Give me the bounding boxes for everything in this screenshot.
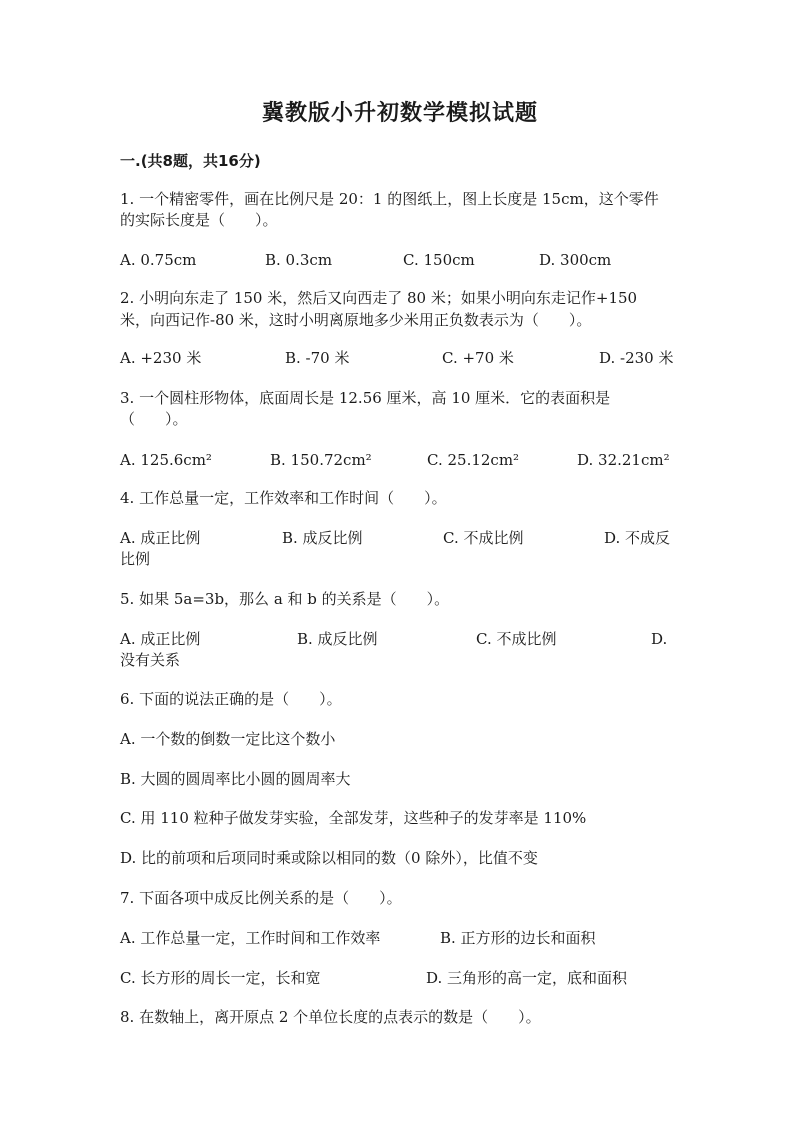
- question-6-option-a[interactable]: A. 一个数的倒数一定比这个数小: [120, 730, 336, 748]
- question-5-option-c[interactable]: C. 不成比例: [476, 630, 557, 648]
- question-2-options: [120, 347, 680, 391]
- question-4-options: [120, 527, 680, 571]
- page-title: 冀教版小升初数学模拟试题: [261, 101, 538, 126]
- question-6-option-d[interactable]: D. 比的前项和后项同时乘或除以相同的数（0 除外），比值不变: [120, 849, 538, 867]
- question-7-option-a[interactable]: A. 工作总量一定，工作时间和工作效率: [120, 929, 381, 947]
- question-7-options-row-1: [120, 927, 680, 971]
- question-2-option-c[interactable]: C. +70 米: [442, 349, 514, 367]
- question-4-option-d-wrap[interactable]: 比例: [120, 550, 151, 568]
- question-4-option-a[interactable]: A. 成正比例: [120, 529, 201, 547]
- question-5-options: [120, 628, 680, 672]
- question-7-option-b[interactable]: B. 正方形的边长和面积: [440, 929, 596, 947]
- question-5-line-1: 5. 如果 5a=3b，那么 a 和 b 的关系是（ ）。: [120, 590, 450, 608]
- question-2-line-1: 2. 小明向东走了 150 米，然后又向西走了 80 米；如果小明向东走记作+150: [120, 289, 638, 307]
- question-4-option-d[interactable]: D. 不成反: [604, 529, 671, 547]
- question-1-line-2: 的实际长度是（ ）。: [120, 211, 278, 229]
- question-8-line-1: 8. 在数轴上，离开原点 2 个单位长度的点表示的数是（ ）。: [120, 1008, 541, 1026]
- question-5-option-a[interactable]: A. 成正比例: [120, 630, 201, 648]
- question-5-option-d-wrap[interactable]: 没有关系: [120, 651, 181, 669]
- question-7-options-row-2: [120, 967, 680, 1011]
- question-6-option-c[interactable]: C. 用 110 粒种子做发芽实验，全部发芽，这些种子的发芽率是 110%: [120, 809, 587, 827]
- question-7-line-1: 7. 下面各项中成反比例关系的是（ ）。: [120, 889, 402, 907]
- question-1-option-a[interactable]: A. 0.75cm: [120, 251, 197, 269]
- question-7-option-d[interactable]: D. 三角形的高一定，底和面积: [426, 969, 628, 987]
- question-4-option-c[interactable]: C. 不成比例: [443, 529, 524, 547]
- question-3-line-1: 3. 一个圆柱形物体，底面周长是 12.56 厘米，高 10 厘米．它的表面积是: [120, 389, 611, 407]
- question-3-option-a[interactable]: A. 125.6cm²: [120, 451, 212, 469]
- question-3-option-b[interactable]: B. 150.72cm²: [270, 451, 372, 469]
- question-4-option-b[interactable]: B. 成反比例: [282, 529, 363, 547]
- question-3-option-d[interactable]: D. 32.21cm²: [577, 451, 670, 469]
- section-heading: 一.(共8题，共16分): [120, 152, 261, 170]
- question-2-option-b[interactable]: B. -70 米: [285, 349, 350, 367]
- question-6-line-1: 6. 下面的说法正确的是（ ）。: [120, 690, 342, 708]
- question-2-option-a[interactable]: A. +230 米: [120, 349, 202, 367]
- question-3-option-c[interactable]: C. 25.12cm²: [427, 451, 520, 469]
- question-1-line-1: 1. 一个精密零件，画在比例尺是 20：1 的图纸上，图上长度是 15cm，这个零件: [120, 190, 659, 208]
- question-4-line-1: 4. 工作总量一定，工作效率和工作时间（ ）。: [120, 489, 447, 507]
- question-1-option-c[interactable]: C. 150cm: [403, 251, 475, 269]
- question-2-line-2: 米，向西记作-80 米，这时小明离原地多少米用正负数表示为（ ）。: [120, 311, 592, 329]
- question-1-option-d[interactable]: D. 300cm: [539, 251, 612, 269]
- question-1-option-b[interactable]: B. 0.3cm: [265, 251, 333, 269]
- question-3-line-2: （ ）。: [120, 410, 188, 428]
- question-5-option-d[interactable]: D.: [651, 630, 668, 648]
- question-2-option-d[interactable]: D. -230 米: [599, 349, 674, 367]
- question-7-option-c[interactable]: C. 长方形的周长一定，长和宽: [120, 969, 321, 987]
- question-6-option-b[interactable]: B. 大圆的圆周率比小圆的圆周率大: [120, 770, 351, 788]
- question-5-option-b[interactable]: B. 成反比例: [297, 630, 378, 648]
